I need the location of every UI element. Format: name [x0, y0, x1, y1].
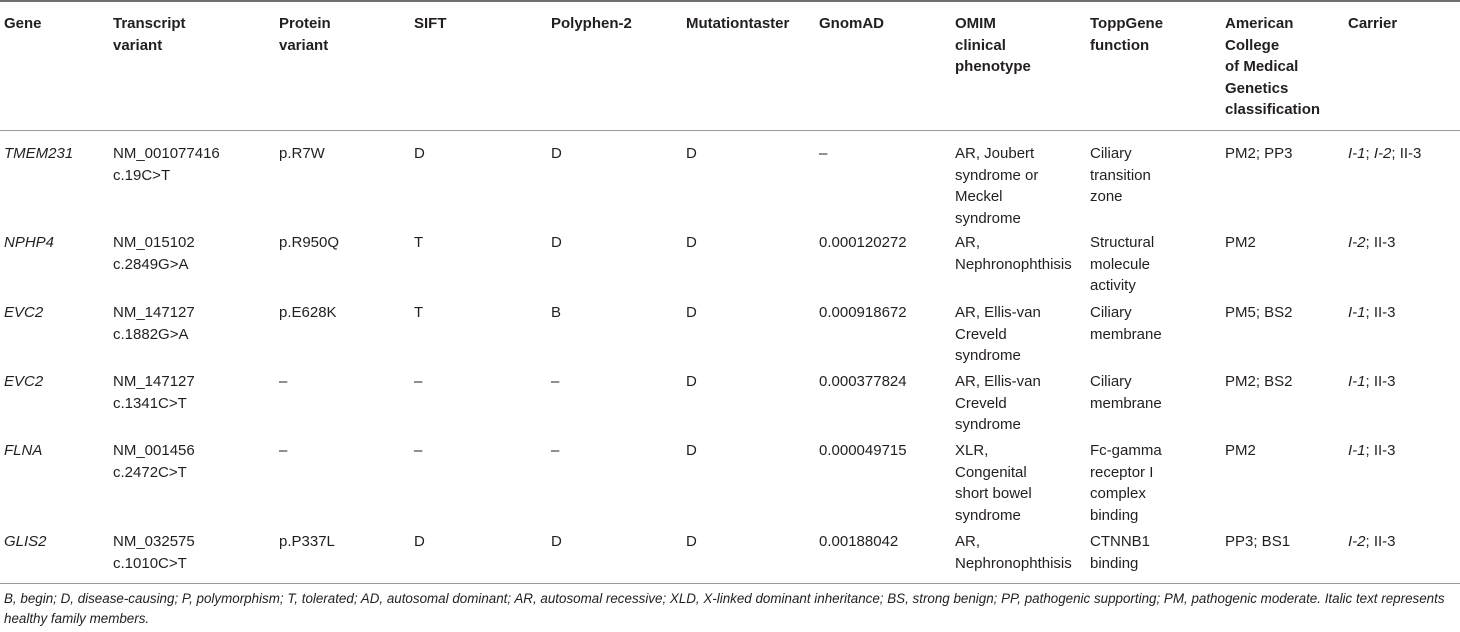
column-header-mutationtaster	[686, 13, 789, 35]
cell-transcript	[113, 232, 195, 275]
cell-line: GnomAD	[819, 15, 884, 32]
cell-acmg: PM2; PP3	[1225, 145, 1293, 162]
cell-acmg: PP3; BS1	[1225, 533, 1291, 550]
cell-gnomad: –	[819, 145, 828, 162]
column-header-acmg	[1225, 13, 1320, 121]
column-header-gene	[4, 13, 42, 35]
cell-acmg: PM2; BS2	[1225, 373, 1293, 390]
cell-mutationtaster: D	[686, 442, 697, 459]
cell-omim	[955, 302, 1041, 367]
cell-line: NM_032575	[113, 533, 195, 550]
cell-gene: EVC2	[4, 373, 44, 390]
cell-line: transition	[1090, 166, 1151, 184]
cell-line: Meckel	[955, 188, 1003, 205]
cell-line: Polyphen-2	[551, 15, 632, 32]
cell-carrier	[1348, 371, 1396, 393]
cell-mutationtaster: D	[686, 145, 697, 162]
cell-omim	[955, 232, 1072, 275]
cell-line: NM_001456	[113, 442, 195, 459]
table-top-rule	[0, 0, 1460, 2]
column-header-toppgene	[1090, 13, 1163, 56]
cell-line: Ciliary	[1090, 145, 1132, 162]
cell-omim	[955, 371, 1041, 436]
cell-toppgene	[1090, 143, 1151, 208]
cell-gene: EVC2	[4, 304, 44, 321]
carrier-segment: ; II-3	[1365, 373, 1396, 390]
cell-protein: p.R7W	[279, 145, 325, 162]
cell-toppgene	[1090, 232, 1154, 297]
cell-line: AR, Joubert	[955, 145, 1035, 162]
cell-line: AR,	[955, 533, 981, 550]
cell-line: Protein	[279, 15, 331, 32]
cell-gene: GLIS2	[4, 533, 47, 550]
cell-line: classification	[1225, 101, 1321, 118]
cell-line: Nephronophthisis	[955, 554, 1072, 572]
cell-line: Ciliary	[1090, 373, 1132, 390]
cell-gnomad: 0.00188042	[819, 533, 899, 550]
cell-line: ToppGene	[1090, 15, 1164, 32]
cell-sift: –	[414, 442, 423, 459]
cell-line: Genetics	[1225, 79, 1289, 97]
cell-mutationtaster: D	[686, 234, 697, 251]
cell-line: College	[1225, 36, 1280, 54]
cell-mutationtaster: D	[686, 304, 697, 321]
carrier-segment: I-1	[1348, 442, 1366, 459]
cell-line: c.2849G>A	[113, 255, 189, 273]
cell-omim	[955, 143, 1038, 229]
cell-toppgene	[1090, 302, 1162, 345]
cell-line: zone	[1090, 188, 1123, 205]
cell-gene: TMEM231	[4, 145, 74, 162]
cell-line: receptor I	[1090, 463, 1154, 481]
cell-line: Transcript	[113, 15, 186, 32]
cell-protein: p.E628K	[279, 304, 337, 321]
cell-line: Fc-gamma	[1090, 442, 1162, 459]
cell-line: syndrome	[955, 209, 1021, 227]
cell-transcript	[113, 302, 195, 345]
cell-line: c.19C>T	[113, 166, 171, 184]
cell-mutationtaster: D	[686, 533, 697, 550]
cell-acmg: PM2	[1225, 234, 1256, 251]
cell-line: Congenital	[955, 463, 1027, 481]
cell-line: c.1010C>T	[113, 554, 187, 572]
cell-protein: p.P337L	[279, 533, 335, 550]
cell-gene: NPHP4	[4, 234, 55, 251]
carrier-segment: ; II-3	[1391, 145, 1422, 162]
cell-transcript	[113, 371, 195, 414]
cell-carrier	[1348, 232, 1396, 254]
cell-sift: T	[414, 234, 424, 251]
cell-transcript	[113, 440, 195, 483]
cell-acmg: PM5; BS2	[1225, 304, 1293, 321]
cell-omim	[955, 531, 1072, 574]
cell-line: SIFT	[414, 15, 447, 32]
cell-sift: –	[414, 373, 423, 390]
cell-line: of Medical	[1225, 58, 1299, 75]
cell-line: phenotype	[955, 58, 1031, 75]
carrier-segment: I-2	[1373, 145, 1392, 162]
carrier-segment: I-1	[1348, 304, 1366, 321]
cell-gnomad: 0.000918672	[819, 304, 907, 321]
column-header-protein	[279, 13, 331, 56]
cell-gnomad: 0.000377824	[819, 373, 907, 390]
carrier-segment: I-2	[1348, 234, 1366, 251]
cell-polyphen: D	[551, 234, 562, 251]
cell-line: function	[1090, 36, 1150, 54]
cell-carrier	[1348, 440, 1396, 462]
column-header-polyphen	[551, 13, 632, 35]
cell-acmg: PM2	[1225, 442, 1256, 459]
column-header-sift	[414, 13, 447, 35]
table-footnote: B, begin; D, disease-causing; P, polymorphism; T, tolerated; AD, autosomal dominant; AR, autosomal recessive; XLD, X-linked dominant inheritance; BS, strong benign; PP, pathogenic supporting; PM, pathogenic moderate. Italic text represents healthy family members.	[4, 591, 1445, 626]
cell-line: activity	[1090, 277, 1136, 294]
cell-line: American	[1225, 15, 1294, 32]
carrier-segment: ; II-3	[1365, 442, 1396, 459]
cell-polyphen: D	[551, 145, 562, 162]
carrier-segment: I-1	[1348, 145, 1366, 162]
cell-gene: FLNA	[4, 442, 43, 459]
cell-line: membrane	[1090, 325, 1162, 343]
cell-line: Carrier	[1348, 15, 1398, 32]
cell-omim	[955, 440, 1032, 526]
cell-line: XLR,	[955, 442, 989, 459]
cell-line: AR, Ellis-van	[955, 373, 1041, 390]
cell-mutationtaster: D	[686, 373, 697, 390]
carrier-segment: ; II-3	[1365, 533, 1396, 550]
cell-carrier	[1348, 302, 1396, 324]
cell-line: Gene	[4, 15, 42, 32]
column-header-gnomad	[819, 13, 884, 35]
cell-polyphen: –	[551, 373, 560, 390]
carrier-segment: ; II-3	[1365, 234, 1396, 251]
cell-line: OMIM	[955, 15, 996, 32]
cell-line: AR, Ellis-van	[955, 304, 1041, 321]
cell-line: variant	[113, 36, 163, 54]
cell-toppgene	[1090, 371, 1162, 414]
carrier-segment: ; II-3	[1365, 304, 1396, 321]
cell-line: Creveld	[955, 325, 1007, 343]
cell-gnomad: 0.000120272	[819, 234, 907, 251]
cell-gnomad: 0.000049715	[819, 442, 907, 459]
cell-transcript	[113, 143, 220, 186]
table-bottom-rule	[0, 583, 1460, 584]
cell-line: clinical	[955, 36, 1006, 54]
cell-line: Ciliary	[1090, 304, 1132, 321]
cell-line: NM_015102	[113, 234, 195, 251]
cell-sift: D	[414, 145, 425, 162]
cell-sift: D	[414, 533, 425, 550]
cell-line: short bowel	[955, 485, 1032, 502]
cell-line: Nephronophthisis	[955, 255, 1072, 273]
cell-protein: –	[279, 373, 288, 390]
cell-line: AR,	[955, 234, 981, 251]
cell-line: syndrome or	[955, 166, 1039, 184]
cell-line: syndrome	[955, 347, 1021, 364]
cell-line: NM_147127	[113, 373, 195, 390]
cell-line: molecule	[1090, 255, 1151, 273]
cell-line: c.1341C>T	[113, 394, 187, 412]
cell-line: Mutationtaster	[686, 15, 790, 32]
cell-line: membrane	[1090, 394, 1162, 412]
column-header-transcript	[113, 13, 186, 56]
cell-line: NM_001077416	[113, 145, 220, 162]
column-header-carrier	[1348, 13, 1397, 35]
cell-toppgene	[1090, 440, 1162, 526]
cell-line: CTNNB1	[1090, 533, 1151, 550]
carrier-segment: I-2	[1348, 533, 1366, 550]
cell-line: Structural	[1090, 234, 1155, 251]
cell-transcript	[113, 531, 195, 574]
carrier-segment: I-1	[1348, 373, 1366, 390]
cell-line: NM_147127	[113, 304, 195, 321]
carrier-segment: ;	[1365, 145, 1374, 162]
cell-line: variant	[279, 36, 329, 54]
column-header-omim	[955, 13, 1031, 78]
cell-carrier	[1348, 531, 1396, 553]
cell-protein: –	[279, 442, 288, 459]
cell-line: syndrome	[955, 506, 1021, 524]
cell-carrier	[1348, 143, 1421, 165]
cell-line: binding	[1090, 506, 1139, 524]
cell-polyphen: B	[551, 304, 562, 321]
cell-line: c.1882G>A	[113, 325, 189, 343]
cell-line: complex	[1090, 485, 1146, 502]
cell-sift: T	[414, 304, 424, 321]
cell-line: binding	[1090, 554, 1139, 572]
header-separator-rule	[0, 130, 1460, 131]
cell-line: syndrome	[955, 416, 1021, 433]
cell-toppgene	[1090, 531, 1150, 574]
cell-polyphen: –	[551, 442, 560, 459]
cell-line: Creveld	[955, 394, 1007, 412]
cell-protein: p.R950Q	[279, 234, 340, 251]
cell-polyphen: D	[551, 533, 562, 550]
cell-line: c.2472C>T	[113, 463, 187, 481]
